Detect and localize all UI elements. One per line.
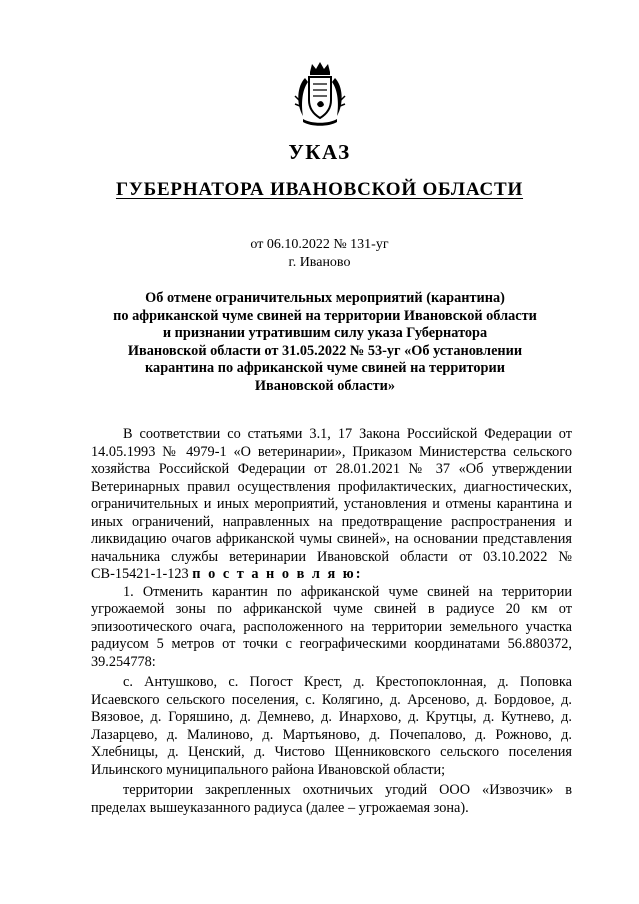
territories-paragraph: территории закрепленных охотничьих угодий ООО «Извозчик» в пределах вышеуказанного радиуса (далее – угрожаемая зона). [91, 782, 572, 816]
decree-meta [0, 236, 639, 272]
decree-date: от 06.10.2022 № 131-уг [250, 237, 389, 252]
clause-1-paragraph: 1. Отменить карантин по африканской чуме свиней на территории угрожаемой зоны по африканской чуме свиней в радиусе 20 км от эпизоотического очага, расположенного на территории земельного участка радиусом 5 метров от точки с географическими координатами 56.880372, 39.254778: [91, 583, 572, 670]
subject-line: и признании утратившим силу указа Губернатора [162, 325, 488, 341]
decree-body [91, 426, 572, 817]
subject-line: Об отмене ограничительных мероприятий (карантина) [145, 290, 505, 306]
governor-heading: ГУБЕРНАТОРА ИВАНОВСКОЙ ОБЛАСТИ [115, 179, 524, 200]
subject-line: Ивановской области» [254, 377, 396, 394]
decree-subject [100, 290, 550, 395]
villages-paragraph: с. Антушково, с. Погост Крест, д. Крестопоклонная, д. Поповка Исаевского сельского поселения, с. Колягино, д. Арсеново, д. Бордовое, д. Вязовое, д. Горяшино, д. Демнево, д. Инархово, д. Крутцы, д. Кутнево, д. Лазарцево, д. Малиново, д. Мартьяново, д. Почепалово, д. Рожново, д. Хлебницы, д. Ценский, д. Чистово Щенниковского сельского поселения Ильинского муниципального района Ивановской области; [91, 674, 572, 778]
decree-title: УКАЗ [288, 140, 351, 164]
decree-colon: : [355, 566, 363, 582]
coat-of-arms-icon [293, 60, 347, 128]
subject-line: карантина по африканской чуме свиней на территории [145, 360, 505, 376]
decree-city: г. Иваново [288, 255, 351, 270]
subject-line: по африканской чуме свиней на территории Ивановской области [113, 307, 537, 324]
preamble-paragraph: В соответствии со статьями 3.1, 17 Закона Российской Федерации от 14.05.1993 № 4979-1 «О ветеринарии», Приказом Министерства сельского хозяйства Российской Федерации от 28.01.2021 № 37 «Об утверждении Ветеринарных правил осуществления профилактических, диагностических, ограничительных и иных мероприятий, установления и отмены карантина и иных ограничений, направленных на предотвращение распространения и ликвидацию очагов африканской чумы свиней», на основании представления начальника службы ветеринарии Ивановской области от 03.10.2022 № СВ-15421-1-123 п о с т а н о в л я ю: [91, 426, 572, 582]
subject-line: Ивановской области от 31.05.2022 № 53-уг «Об установлении [127, 342, 523, 359]
decree-word: п о с т а н о в л я ю [192, 566, 356, 582]
